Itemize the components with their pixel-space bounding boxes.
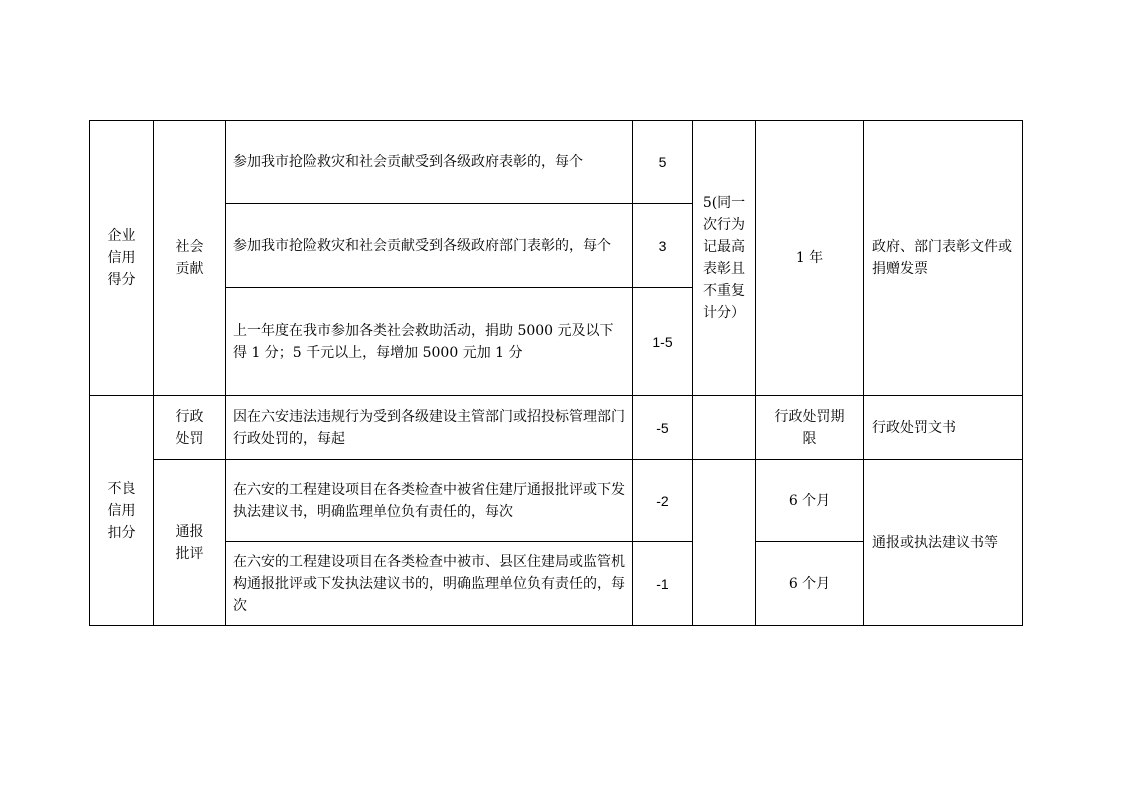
max-score-cell bbox=[693, 121, 756, 396]
table-row bbox=[90, 121, 1023, 204]
validity-period: 6 个月 bbox=[756, 542, 864, 626]
evidence-material: 政府、部门表彰文件或捐赠发票 bbox=[864, 121, 1023, 396]
item-score: -5 bbox=[633, 396, 693, 460]
item-description: 在六安的工程建设项目在各类检查中被市、县区住建局或监管机构通报批评或下发执法建议书的，明确监理单位负有责任的，每次 bbox=[226, 542, 633, 626]
max-score-cell-empty bbox=[693, 460, 756, 626]
category-cell-positive bbox=[90, 121, 154, 396]
item-score: -2 bbox=[633, 460, 693, 542]
category-label: 企业信用得分 bbox=[107, 228, 136, 288]
credit-score-table bbox=[89, 120, 1023, 626]
evidence-material: 通报或执法建议书等 bbox=[864, 460, 1023, 626]
max-score-cell-empty bbox=[693, 396, 756, 460]
table-row bbox=[90, 396, 1023, 460]
item-score: -1 bbox=[633, 542, 693, 626]
subcategory-label: 行政处罚 bbox=[175, 408, 204, 447]
item-description: 参加我市抢险救灾和社会贡献受到各级政府部门表彰的，每个 bbox=[226, 204, 633, 288]
evidence-material: 行政处罚文书 bbox=[864, 396, 1023, 460]
item-score: 1-5 bbox=[633, 288, 693, 396]
category-label: 不良信用扣分 bbox=[107, 480, 136, 541]
subcategory-cell-admin-penalty bbox=[154, 396, 226, 460]
subcategory-label: 社会贡献 bbox=[175, 239, 204, 277]
item-description: 在六安的工程建设项目在各类检查中被省住建厅通报批评或下发执法建议书，明确监理单位负有责任的，每次 bbox=[226, 460, 633, 542]
validity-period bbox=[756, 396, 864, 460]
item-description: 上一年度在我市参加各类社会救助活动，捐助 5000 元及以下得 1 分；5 千元以上，每增加 5000 元加 1 分 bbox=[226, 288, 633, 396]
validity-period: 6 个月 bbox=[756, 460, 864, 542]
max-score-label: 5(同一次行为记最高表彰且不重复计分） bbox=[702, 195, 746, 321]
table-row bbox=[90, 460, 1023, 542]
item-score: 3 bbox=[633, 204, 693, 288]
validity-label: 行政处罚期限 bbox=[774, 408, 845, 447]
item-description: 因在六安违法违规行为受到各级建设主管部门或招投标管理部门行政处罚的，每起 bbox=[226, 396, 633, 460]
subcategory-cell-circular bbox=[154, 460, 226, 626]
category-cell-negative bbox=[90, 396, 154, 626]
validity-period: 1 年 bbox=[756, 121, 864, 396]
subcategory-cell-social-contribution bbox=[154, 121, 226, 396]
item-score: 5 bbox=[633, 121, 693, 204]
subcategory-label: 通报批评 bbox=[175, 523, 204, 562]
item-description: 参加我市抢险救灾和社会贡献受到各级政府表彰的，每个 bbox=[226, 121, 633, 204]
